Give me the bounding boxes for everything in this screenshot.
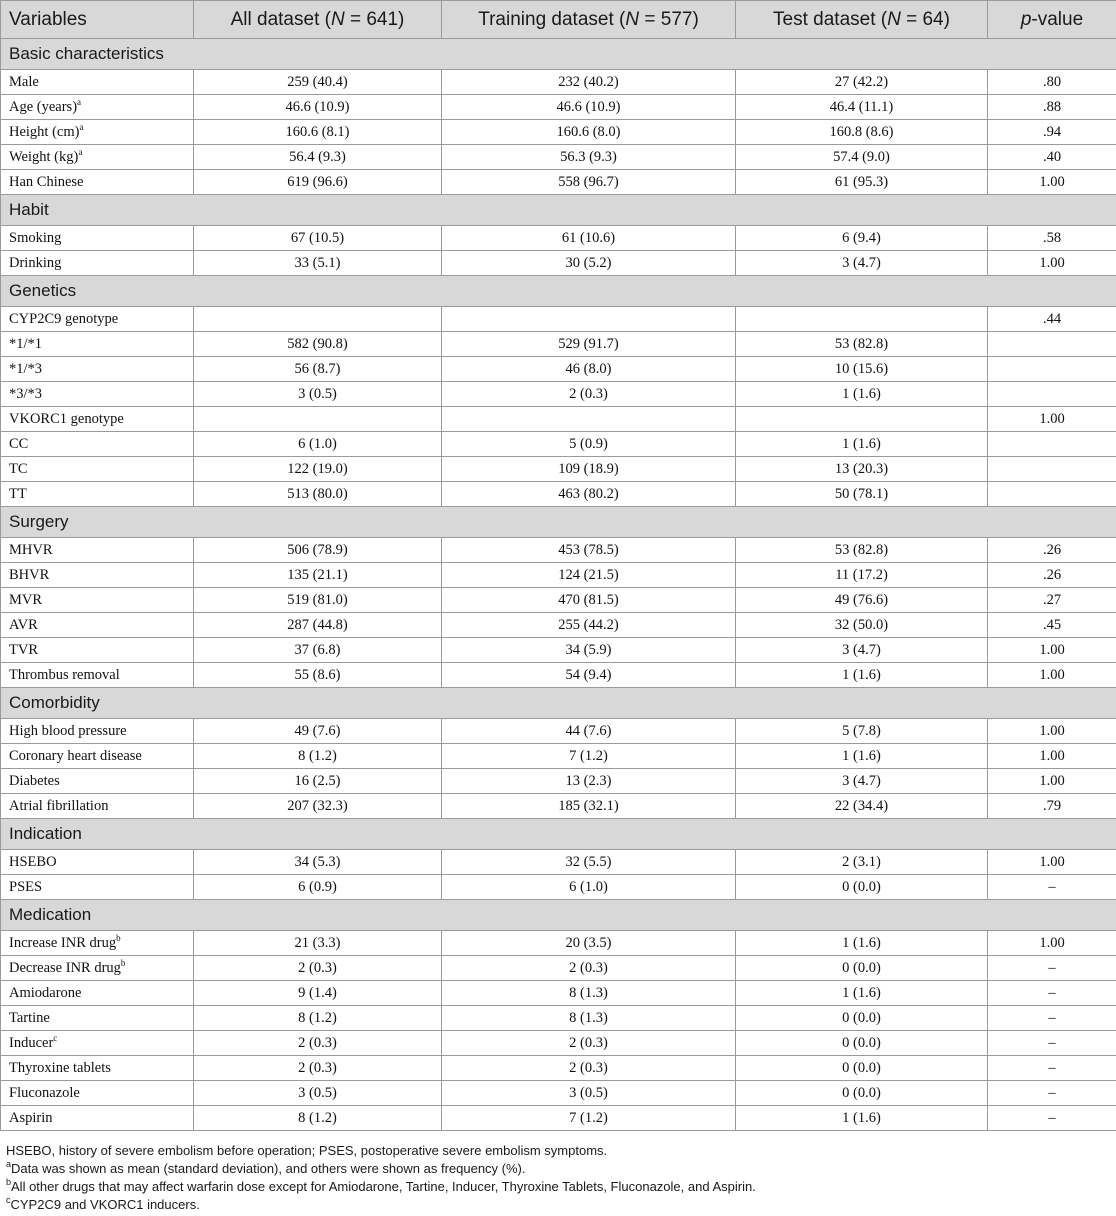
test-dataset-cell: 5 (7.8)	[736, 719, 988, 744]
all-dataset-cell: 519 (81.0)	[194, 588, 442, 613]
table-row	[1, 357, 1116, 382]
training-dataset-cell: 54 (9.4)	[442, 663, 736, 688]
footnote	[6, 1178, 1116, 1196]
section-title: Basic characteristics	[1, 39, 1116, 70]
table-row	[1, 769, 1116, 794]
footnote-text: Data was shown as mean (standard deviation), and others were shown as frequency (%).	[11, 1161, 526, 1176]
footnote-marker: c	[53, 1032, 58, 1043]
table-row	[1, 613, 1116, 638]
variable-label: CC	[9, 435, 29, 452]
all-dataset-cell: 3 (0.5)	[194, 382, 442, 407]
table-row	[1, 1106, 1116, 1131]
all-dataset-cell: 67 (10.5)	[194, 226, 442, 251]
footnote-marker: a	[78, 146, 83, 157]
training-dataset-cell: 470 (81.5)	[442, 588, 736, 613]
header-test-dataset	[736, 1, 988, 39]
variable-cell	[1, 70, 194, 95]
p-value-cell: 1.00	[988, 769, 1116, 794]
p-value-cell: 1.00	[988, 931, 1116, 956]
header-p-symbol: p	[1020, 8, 1032, 30]
footnote-marker: a	[77, 96, 82, 107]
footnote	[6, 1196, 1116, 1214]
table-row	[1, 1031, 1116, 1056]
variable-cell	[1, 382, 194, 407]
variable-cell	[1, 563, 194, 588]
p-value-cell: .40	[988, 145, 1116, 170]
header-all-n-symbol: N	[330, 8, 345, 30]
variable-label: Height (cm)	[9, 123, 80, 140]
training-dataset-cell: 56.3 (9.3)	[442, 145, 736, 170]
table-row	[1, 382, 1116, 407]
training-dataset-cell: 124 (21.5)	[442, 563, 736, 588]
table-row	[1, 407, 1116, 432]
all-dataset-cell: 49 (7.6)	[194, 719, 442, 744]
p-value-cell: .58	[988, 226, 1116, 251]
training-dataset-cell: 46 (8.0)	[442, 357, 736, 382]
variable-label: Decrease INR drug	[9, 959, 121, 976]
p-value-cell	[988, 432, 1116, 457]
all-dataset-cell: 160.6 (8.1)	[194, 120, 442, 145]
variable-label: CYP2C9 genotype	[9, 310, 119, 327]
p-value-cell: 1.00	[988, 719, 1116, 744]
training-dataset-cell: 558 (96.7)	[442, 170, 736, 195]
section-title: Comorbidity	[1, 688, 1116, 719]
test-dataset-cell: 22 (34.4)	[736, 794, 988, 819]
variable-cell	[1, 956, 194, 981]
variable-cell	[1, 588, 194, 613]
all-dataset-cell: 513 (80.0)	[194, 482, 442, 507]
variable-label: BHVR	[9, 566, 50, 583]
table-row	[1, 1006, 1116, 1031]
header-test-n-symbol: N	[887, 8, 901, 30]
table-body	[1, 39, 1116, 1131]
test-dataset-cell: 50 (78.1)	[736, 482, 988, 507]
all-dataset-cell: 582 (90.8)	[194, 332, 442, 357]
p-value-cell	[988, 357, 1116, 382]
training-dataset-cell: 8 (1.3)	[442, 1006, 736, 1031]
footnote-mark: b	[6, 1177, 12, 1187]
test-dataset-cell: 0 (0.0)	[736, 1031, 988, 1056]
test-dataset-cell: 27 (42.2)	[736, 70, 988, 95]
variable-cell	[1, 170, 194, 195]
training-dataset-cell: 20 (3.5)	[442, 931, 736, 956]
variable-cell	[1, 875, 194, 900]
p-value-cell: 1.00	[988, 170, 1116, 195]
all-dataset-cell: 506 (78.9)	[194, 538, 442, 563]
footnotes	[0, 1131, 1116, 1214]
p-value-cell: .27	[988, 588, 1116, 613]
test-dataset-cell	[736, 407, 988, 432]
p-value-cell: .26	[988, 563, 1116, 588]
variable-cell	[1, 663, 194, 688]
test-dataset-cell: 160.8 (8.6)	[736, 120, 988, 145]
variable-label: *1/*1	[9, 335, 43, 352]
variable-cell	[1, 538, 194, 563]
test-dataset-cell: 11 (17.2)	[736, 563, 988, 588]
table-row	[1, 482, 1116, 507]
footnote-marker: b	[116, 932, 121, 943]
p-value-cell: –	[988, 1056, 1116, 1081]
p-value-cell: 1.00	[988, 744, 1116, 769]
variable-label: VKORC1 genotype	[9, 410, 124, 427]
table-row	[1, 663, 1116, 688]
training-dataset-cell	[442, 307, 736, 332]
training-dataset-cell	[442, 407, 736, 432]
training-dataset-cell: 109 (18.9)	[442, 457, 736, 482]
variable-cell	[1, 931, 194, 956]
test-dataset-cell: 57.4 (9.0)	[736, 145, 988, 170]
p-value-cell: .80	[988, 70, 1116, 95]
training-dataset-cell: 13 (2.3)	[442, 769, 736, 794]
section-row	[1, 900, 1116, 931]
variable-label: *3/*3	[9, 385, 43, 402]
table-row	[1, 563, 1116, 588]
header-training-n-value: = 577)	[639, 8, 699, 30]
table-row	[1, 744, 1116, 769]
p-value-cell: .44	[988, 307, 1116, 332]
table-row	[1, 538, 1116, 563]
variable-label: PSES	[9, 878, 43, 895]
variable-label: Smoking	[9, 229, 62, 246]
test-dataset-cell: 49 (76.6)	[736, 588, 988, 613]
table-row	[1, 588, 1116, 613]
all-dataset-cell: 122 (19.0)	[194, 457, 442, 482]
variable-cell	[1, 794, 194, 819]
p-value-cell: –	[988, 1031, 1116, 1056]
table-row	[1, 432, 1116, 457]
p-value-cell: .26	[988, 538, 1116, 563]
section-title: Genetics	[1, 276, 1116, 307]
all-dataset-cell: 37 (6.8)	[194, 638, 442, 663]
training-dataset-cell: 463 (80.2)	[442, 482, 736, 507]
variable-label: Increase INR drug	[9, 934, 117, 951]
variable-cell	[1, 95, 194, 120]
training-dataset-cell: 34 (5.9)	[442, 638, 736, 663]
footnote-text: CYP2C9 and VKORC1 inducers.	[10, 1197, 200, 1212]
variable-cell	[1, 332, 194, 357]
p-value-cell: 1.00	[988, 850, 1116, 875]
variable-cell	[1, 145, 194, 170]
p-value-cell: –	[988, 1081, 1116, 1106]
training-dataset-cell: 32 (5.5)	[442, 850, 736, 875]
section-title: Indication	[1, 819, 1116, 850]
training-dataset-cell: 6 (1.0)	[442, 875, 736, 900]
test-dataset-cell	[736, 307, 988, 332]
variable-cell	[1, 407, 194, 432]
all-dataset-cell: 259 (40.4)	[194, 70, 442, 95]
test-dataset-cell: 53 (82.8)	[736, 332, 988, 357]
header-test-n-value: = 64)	[900, 8, 950, 30]
training-dataset-cell: 7 (1.2)	[442, 1106, 736, 1131]
test-dataset-cell: 61 (95.3)	[736, 170, 988, 195]
header-all-dataset	[194, 1, 442, 39]
variable-label: Thrombus removal	[9, 666, 120, 683]
variable-cell	[1, 850, 194, 875]
p-value-cell: –	[988, 875, 1116, 900]
header-test-label: Test dataset (	[773, 8, 888, 30]
training-dataset-cell: 255 (44.2)	[442, 613, 736, 638]
footnote-marker: b	[120, 957, 126, 968]
all-dataset-cell: 2 (0.3)	[194, 1031, 442, 1056]
p-value-cell: 1.00	[988, 407, 1116, 432]
test-dataset-cell: 0 (0.0)	[736, 875, 988, 900]
test-dataset-cell: 10 (15.6)	[736, 357, 988, 382]
test-dataset-cell: 3 (4.7)	[736, 638, 988, 663]
variable-cell	[1, 613, 194, 638]
header-variables-label: Variables	[9, 8, 87, 30]
header-training-dataset	[442, 1, 736, 39]
test-dataset-cell: 6 (9.4)	[736, 226, 988, 251]
training-dataset-cell: 7 (1.2)	[442, 744, 736, 769]
test-dataset-cell: 53 (82.8)	[736, 538, 988, 563]
training-dataset-cell: 3 (0.5)	[442, 1081, 736, 1106]
table-row	[1, 170, 1116, 195]
variable-cell	[1, 719, 194, 744]
table-row	[1, 981, 1116, 1006]
variable-label: Coronary heart disease	[9, 747, 142, 764]
footnote	[6, 1142, 1116, 1160]
section-row	[1, 688, 1116, 719]
all-dataset-cell: 135 (21.1)	[194, 563, 442, 588]
training-dataset-cell: 2 (0.3)	[442, 382, 736, 407]
variable-label: Tartine	[9, 1009, 50, 1026]
table-row	[1, 638, 1116, 663]
variable-cell	[1, 251, 194, 276]
all-dataset-cell	[194, 407, 442, 432]
p-value-cell: 1.00	[988, 251, 1116, 276]
test-dataset-cell: 3 (4.7)	[736, 769, 988, 794]
variable-label: TVR	[9, 641, 38, 658]
variable-cell	[1, 1006, 194, 1031]
all-dataset-cell: 3 (0.5)	[194, 1081, 442, 1106]
training-dataset-cell: 185 (32.1)	[442, 794, 736, 819]
table-row	[1, 226, 1116, 251]
test-dataset-cell: 1 (1.6)	[736, 981, 988, 1006]
table-row	[1, 457, 1116, 482]
all-dataset-cell: 8 (1.2)	[194, 1106, 442, 1131]
section-row	[1, 39, 1116, 70]
table-row	[1, 956, 1116, 981]
variable-cell	[1, 1106, 194, 1131]
test-dataset-cell: 3 (4.7)	[736, 251, 988, 276]
training-dataset-cell: 30 (5.2)	[442, 251, 736, 276]
variable-label: Atrial fibrillation	[9, 797, 109, 814]
test-dataset-cell: 46.4 (11.1)	[736, 95, 988, 120]
table-row	[1, 120, 1116, 145]
variable-cell	[1, 482, 194, 507]
header-all-label: All dataset (	[230, 8, 331, 30]
test-dataset-cell: 1 (1.6)	[736, 931, 988, 956]
table-row	[1, 931, 1116, 956]
header-row	[1, 1, 1116, 39]
section-row	[1, 276, 1116, 307]
training-dataset-cell: 453 (78.5)	[442, 538, 736, 563]
p-value-cell: .88	[988, 95, 1116, 120]
variable-label: AVR	[9, 616, 38, 633]
variable-label: Amiodarone	[9, 984, 82, 1001]
p-value-cell: .45	[988, 613, 1116, 638]
table-row	[1, 251, 1116, 276]
training-dataset-cell: 44 (7.6)	[442, 719, 736, 744]
p-value-cell: .79	[988, 794, 1116, 819]
test-dataset-cell: 2 (3.1)	[736, 850, 988, 875]
header-training-label: Training dataset (	[478, 8, 626, 30]
section-title: Habit	[1, 195, 1116, 226]
p-value-cell	[988, 457, 1116, 482]
variable-label: Inducer	[9, 1034, 54, 1051]
variable-cell	[1, 769, 194, 794]
test-dataset-cell: 1 (1.6)	[736, 382, 988, 407]
footnote-mark: a	[6, 1159, 12, 1169]
training-dataset-cell: 2 (0.3)	[442, 1056, 736, 1081]
variable-cell	[1, 638, 194, 663]
test-dataset-cell: 1 (1.6)	[736, 1106, 988, 1131]
all-dataset-cell: 619 (96.6)	[194, 170, 442, 195]
all-dataset-cell: 2 (0.3)	[194, 956, 442, 981]
all-dataset-cell: 8 (1.2)	[194, 1006, 442, 1031]
header-p-suffix: -value	[1031, 8, 1084, 30]
table-row	[1, 307, 1116, 332]
training-dataset-cell: 61 (10.6)	[442, 226, 736, 251]
variable-cell	[1, 120, 194, 145]
section-title: Surgery	[1, 507, 1116, 538]
training-dataset-cell: 5 (0.9)	[442, 432, 736, 457]
variable-cell	[1, 357, 194, 382]
p-value-cell: –	[988, 1006, 1116, 1031]
p-value-cell: –	[988, 956, 1116, 981]
all-dataset-cell: 6 (0.9)	[194, 875, 442, 900]
table-row	[1, 719, 1116, 744]
variable-label: Diabetes	[9, 772, 60, 789]
variable-cell	[1, 457, 194, 482]
section-row	[1, 819, 1116, 850]
footnote-text: HSEBO, history of severe embolism before operation; PSES, postoperative severe embolism symptoms.	[6, 1143, 608, 1158]
variable-cell	[1, 981, 194, 1006]
p-value-cell: –	[988, 1106, 1116, 1131]
p-value-cell	[988, 482, 1116, 507]
table-row	[1, 850, 1116, 875]
all-dataset-cell: 33 (5.1)	[194, 251, 442, 276]
all-dataset-cell: 2 (0.3)	[194, 1056, 442, 1081]
training-dataset-cell: 46.6 (10.9)	[442, 95, 736, 120]
header-p-value	[988, 1, 1116, 39]
training-dataset-cell: 232 (40.2)	[442, 70, 736, 95]
variable-label: Aspirin	[9, 1109, 53, 1126]
test-dataset-cell: 1 (1.6)	[736, 744, 988, 769]
table-row	[1, 95, 1116, 120]
section-title: Medication	[1, 900, 1116, 931]
variable-label: Age (years)	[9, 98, 78, 115]
all-dataset-cell: 56.4 (9.3)	[194, 145, 442, 170]
all-dataset-cell: 55 (8.6)	[194, 663, 442, 688]
all-dataset-cell: 6 (1.0)	[194, 432, 442, 457]
header-all-n-value: = 641)	[344, 8, 405, 30]
variable-cell	[1, 1081, 194, 1106]
variable-label: MHVR	[9, 541, 53, 558]
variable-label: Drinking	[9, 254, 62, 271]
variable-label: TT	[9, 485, 27, 502]
variable-label: Han Chinese	[9, 173, 84, 190]
all-dataset-cell: 56 (8.7)	[194, 357, 442, 382]
variable-label: HSEBO	[9, 853, 57, 870]
test-dataset-cell: 1 (1.6)	[736, 663, 988, 688]
footnote-marker: a	[79, 121, 84, 132]
training-dataset-cell: 2 (0.3)	[442, 1031, 736, 1056]
variable-label: TC	[9, 460, 28, 477]
test-dataset-cell: 13 (20.3)	[736, 457, 988, 482]
header-variables	[1, 1, 194, 39]
footnote	[6, 1160, 1116, 1178]
all-dataset-cell: 287 (44.8)	[194, 613, 442, 638]
test-dataset-cell: 0 (0.0)	[736, 1056, 988, 1081]
p-value-cell: .94	[988, 120, 1116, 145]
test-dataset-cell: 32 (50.0)	[736, 613, 988, 638]
all-dataset-cell	[194, 307, 442, 332]
p-value-cell: –	[988, 981, 1116, 1006]
all-dataset-cell: 21 (3.3)	[194, 931, 442, 956]
all-dataset-cell: 9 (1.4)	[194, 981, 442, 1006]
all-dataset-cell: 34 (5.3)	[194, 850, 442, 875]
training-dataset-cell: 529 (91.7)	[442, 332, 736, 357]
table-row	[1, 70, 1116, 95]
table-row	[1, 794, 1116, 819]
variable-label: Fluconazole	[9, 1084, 80, 1101]
variable-label: Male	[9, 73, 39, 90]
table-row	[1, 145, 1116, 170]
table-row	[1, 1081, 1116, 1106]
variable-label: *1/*3	[9, 360, 43, 377]
p-value-cell	[988, 332, 1116, 357]
all-dataset-cell: 16 (2.5)	[194, 769, 442, 794]
p-value-cell: 1.00	[988, 638, 1116, 663]
variable-cell	[1, 744, 194, 769]
section-row	[1, 507, 1116, 538]
table-header	[1, 1, 1116, 39]
all-dataset-cell: 46.6 (10.9)	[194, 95, 442, 120]
variable-cell	[1, 432, 194, 457]
footnote-mark: c	[6, 1195, 11, 1205]
variable-cell	[1, 1056, 194, 1081]
variable-cell	[1, 226, 194, 251]
variable-cell	[1, 307, 194, 332]
variable-label: MVR	[9, 591, 43, 608]
header-training-n-symbol: N	[625, 8, 640, 30]
test-dataset-cell: 1 (1.6)	[736, 432, 988, 457]
training-dataset-cell: 160.6 (8.0)	[442, 120, 736, 145]
footnote-text: All other drugs that may affect warfarin dose except for Amiodarone, Tartine, Inducer, Thyroxine Tablets, Fluconazole, and Aspirin.	[11, 1179, 756, 1194]
test-dataset-cell: 0 (0.0)	[736, 1006, 988, 1031]
variable-label: Weight (kg)	[9, 148, 79, 165]
variable-label: High blood pressure	[9, 722, 127, 739]
p-value-cell	[988, 382, 1116, 407]
training-dataset-cell: 8 (1.3)	[442, 981, 736, 1006]
variable-label: Thyroxine tablets	[9, 1059, 111, 1076]
test-dataset-cell: 0 (0.0)	[736, 1081, 988, 1106]
table-row	[1, 332, 1116, 357]
test-dataset-cell: 0 (0.0)	[736, 956, 988, 981]
all-dataset-cell: 8 (1.2)	[194, 744, 442, 769]
variable-cell	[1, 1031, 194, 1056]
p-value-cell: 1.00	[988, 663, 1116, 688]
section-row	[1, 195, 1116, 226]
table-row	[1, 1056, 1116, 1081]
all-dataset-cell: 207 (32.3)	[194, 794, 442, 819]
table-row	[1, 875, 1116, 900]
training-dataset-cell: 2 (0.3)	[442, 956, 736, 981]
